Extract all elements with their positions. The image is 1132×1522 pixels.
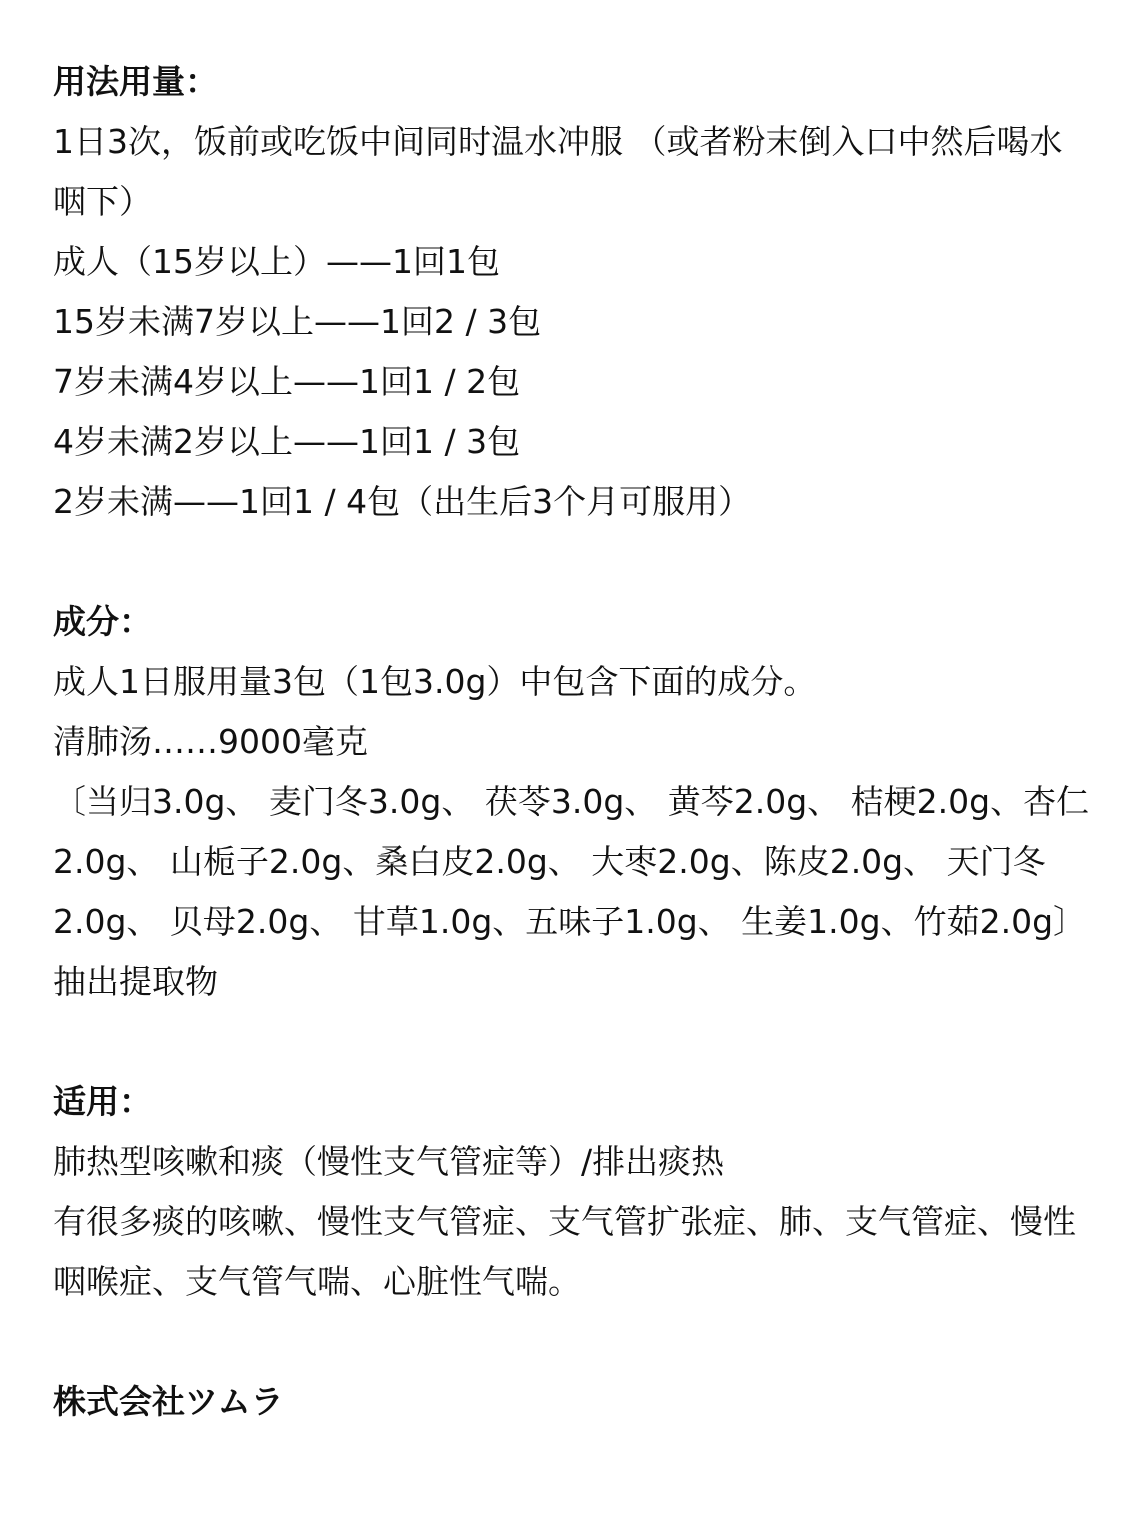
ingredients-detail: 〔当归3.0g、 麦门冬3.0g、 茯苓3.0g、 黄芩2.0g、 桔梗2.0g、杏仁2.0g、 山栀子2.0g、桑白皮2.0g、 大枣2.0g、陈皮2.0g、 天门冬2.0g、 贝母2.0g、 甘草1.0g、五味子1.0g、 生姜1.0g、竹茹2.0g〕抽出提取物 — [53, 782, 1090, 1001]
dose-line-4-7: 7岁未满4岁以上——1回1 / 2包 — [53, 362, 521, 401]
usage-intro: 1日3次，饭前或吃饭中间同时温水冲服 （或者粉末倒入口中然后喝水咽下） — [53, 122, 1063, 221]
ingredients-intro: 成人1日服用量3包（1包3.0g）中包含下面的成分。 — [53, 662, 817, 701]
ingredients-heading: 成分： — [53, 602, 152, 641]
usage-section — [53, 52, 1093, 532]
section-spacer — [53, 1312, 1093, 1372]
company-name: 株式会社ツムラ — [53, 1382, 284, 1421]
dose-line-under-2: 2岁未满——1回1 / 4包（出生后3个月可服用） — [53, 482, 752, 521]
indications-line-1: 肺热型咳嗽和痰（慢性支气管症等）/排出痰热 — [53, 1142, 725, 1181]
dose-line-2-4: 4岁未满2岁以上——1回1 / 3包 — [53, 422, 521, 461]
indications-heading: 适用： — [53, 1082, 152, 1121]
dose-line-7-15: 15岁未满7岁以上——1回2 / 3包 — [53, 302, 542, 341]
dose-line-adult: 成人（15岁以上）——1回1包 — [53, 242, 500, 281]
ingredients-section — [53, 592, 1093, 1012]
section-spacer — [53, 1012, 1093, 1072]
usage-heading: 用法用量： — [53, 62, 218, 101]
indications-section — [53, 1072, 1093, 1312]
indications-line-2: 有很多痰的咳嗽、慢性支气管症、支气管扩张症、肺、支气管症、慢性咽喉症、支气管气喘、心脏性气喘。 — [53, 1202, 1076, 1301]
document-body — [53, 52, 1093, 1432]
section-spacer — [53, 532, 1093, 592]
ingredients-main: 清肺汤……9000毫克 — [53, 722, 368, 761]
